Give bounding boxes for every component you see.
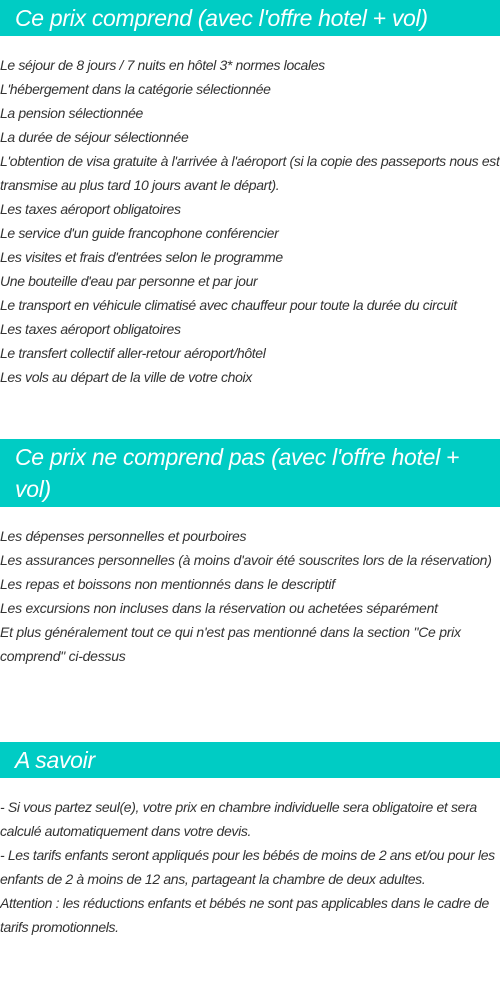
- includes-list: [0, 53, 500, 389]
- list-item: La durée de séjour sélectionnée: [0, 129, 189, 145]
- list-item: Les excursions non incluses dans la réservation ou achetées séparément: [0, 600, 438, 616]
- list-item: L'obtention de visa gratuite à l'arrivée à l'aéroport (si la copie des passeports nous est transmise au plus tard 10 jours avant le départ).: [0, 153, 500, 193]
- list-item: Le transport en véhicule climatisé avec chauffeur pour toute la durée du circuit: [0, 297, 457, 313]
- list-item: Le transfert collectif aller-retour aéroport/hôtel: [0, 345, 266, 361]
- list-item: Le service d'un guide francophone conférencier: [0, 225, 279, 241]
- excludes-list: [0, 524, 500, 668]
- list-item: Attention : les réductions enfants et bébés ne sont pas applicables dans le cadre de tarifs promotionnels.: [0, 895, 489, 935]
- list-item: Le séjour de 8 jours / 7 nuits en hôtel 3* normes locales: [0, 57, 325, 73]
- section-header-info: [0, 742, 500, 778]
- list-item: Une bouteille d'eau par personne et par jour: [0, 273, 258, 289]
- section-header-excludes: [0, 439, 500, 507]
- list-item: Les dépenses personnelles et pourboires: [0, 528, 247, 544]
- section-header-includes: [0, 0, 500, 36]
- list-item: Les visites et frais d'entrées selon le programme: [0, 249, 283, 265]
- list-item: La pension sélectionnée: [0, 105, 143, 121]
- info-list: [0, 795, 500, 939]
- list-item: Les assurances personnelles (à moins d'avoir été souscrites lors de la réservation): [0, 552, 492, 568]
- list-item: L'hébergement dans la catégorie sélectionnée: [0, 81, 271, 97]
- list-item: - Les tarifs enfants seront appliqués pour les bébés de moins de 2 ans et/ou pour les enfants de 2 à moins de 12 ans, partageant la chambre de deux adultes.: [0, 847, 495, 887]
- list-item: Les repas et boissons non mentionnés dans le descriptif: [0, 576, 335, 592]
- list-item: Les vols au départ de la ville de votre choix: [0, 369, 252, 385]
- list-item: Les taxes aéroport obligatoires: [0, 201, 181, 217]
- section-title-includes: Ce prix comprend (avec l'offre hotel + vol): [15, 5, 428, 31]
- section-title-info: A savoir: [15, 747, 95, 773]
- list-item: Les taxes aéroport obligatoires: [0, 321, 181, 337]
- section-title-excludes: Ce prix ne comprend pas (avec l'offre hotel + vol): [15, 444, 460, 502]
- list-item: - Si vous partez seul(e), votre prix en chambre individuelle sera obligatoire et sera calculé automatiquement dans votre devis.: [0, 799, 477, 839]
- list-item: Et plus généralement tout ce qui n'est pas mentionné dans la section "Ce prix comprend" ci-dessus: [0, 624, 461, 664]
